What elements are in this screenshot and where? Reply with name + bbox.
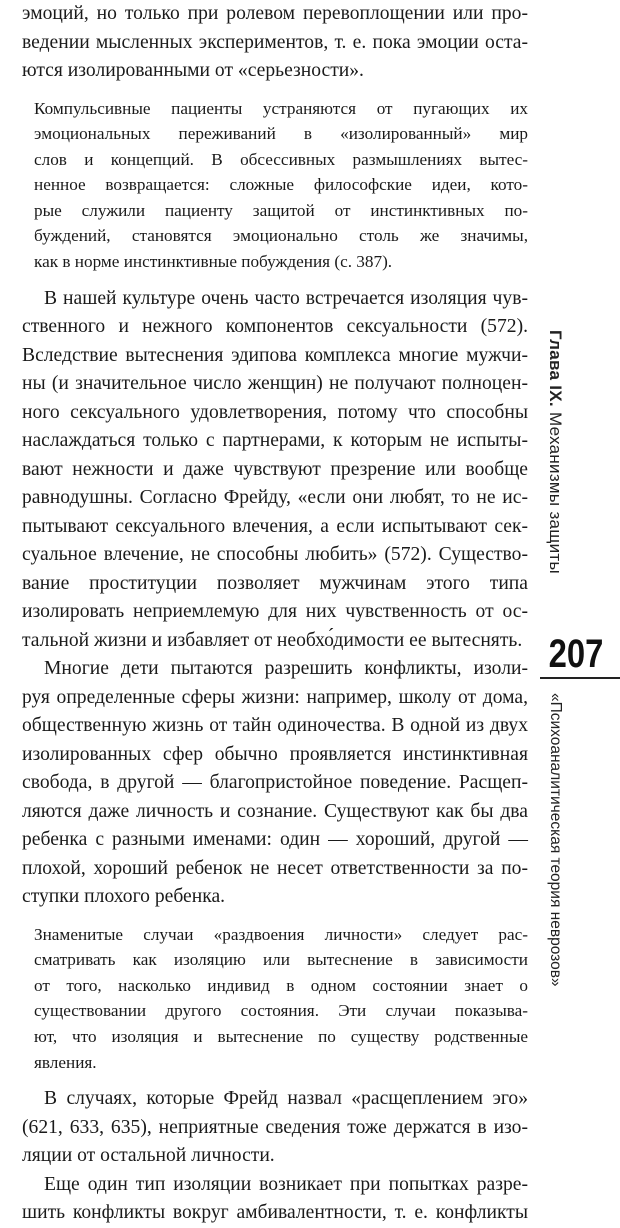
text-line: Еще один тип изоляции возникает при попытках разре-: [44, 1173, 528, 1195]
block-quote: [22, 96, 528, 275]
running-head-chapter: [545, 330, 565, 574]
text-line: ненное возвращается: сложные философские идеи, кото-: [34, 175, 528, 195]
text-line: явления.: [34, 1052, 97, 1072]
text-line: пытывают сексуального влечения, а если испытывают сек-: [22, 515, 528, 537]
text-line: (621, 633, 635), неприятные сведения тоже держатся в изо-: [22, 1116, 528, 1138]
text-line: наслаждаться только с партнерами, к которым не испыты-: [22, 430, 528, 452]
text-line: ного сексуального удовлетворения, потому что способны: [22, 401, 528, 423]
text-line: сматривать как изоляцию или вытеснение в зависимости: [34, 950, 528, 970]
text-line: ственного и нежного компонентов сексуальности (572).: [22, 316, 528, 338]
text-line: вание проституции позволяет мужчинам этого типа: [22, 572, 528, 594]
text-line: от того, насколько индивид в одном состоянии знает о: [34, 975, 528, 995]
text-line: изолировать неприемлемую для них чувственность от ос-: [22, 601, 528, 623]
text-line: вают нежности и даже чувствуют презрение или вообще: [22, 458, 528, 480]
text-line: ступки плохого ребенка.: [22, 886, 226, 908]
text-line: рые служили пациенту защитой от инстинктивных по-: [34, 200, 528, 220]
text-line: тальной жизни и избавляет от необхо́димости ее вытеснять.: [22, 629, 523, 651]
text-line: существовании другого состояния. Эти случаи показыва-: [34, 1001, 528, 1021]
paragraph: [22, 0, 528, 86]
text-line: В нашей культуре очень часто встречается изоляция чув-: [44, 287, 528, 309]
text-line: как в норме инстинктивные побуждения (с. 387).: [34, 252, 393, 272]
text-line: слов и концепций. В обсессивных размышлениях вытес-: [34, 149, 528, 169]
paragraph: [22, 655, 528, 912]
chapter-number: Глава IX.: [546, 330, 565, 407]
text-line: ляются даже личность и сознание. Существуют как бы два: [22, 800, 528, 822]
block-quote: [22, 922, 528, 1076]
page-number-rule: [540, 677, 620, 679]
running-foot-book-title: «Психоаналитическая теория неврозов»: [547, 693, 564, 987]
text-line: Вследствие вытеснения эдипова комплекса многие мужчи-: [22, 344, 528, 366]
text-line: эмоциональных переживаний в «изолированный» мир: [34, 124, 528, 144]
body-text: [22, 0, 528, 1228]
paragraph: [22, 285, 528, 656]
text-line: В случаях, которые Фрейд назвал «расщеплением эго»: [44, 1088, 528, 1110]
text-line: общественную жизнь от тайн одиночества. В одной из двух: [22, 715, 528, 737]
text-line: Многие дети пытаются разрешить конфликты, изоли-: [44, 658, 528, 680]
text-line: ны (и значительное число женщин) не получают полноцен-: [22, 373, 528, 395]
text-line: изолированных сфер обычно проявляется инстинктивная: [22, 743, 528, 765]
page-number: 207: [548, 632, 604, 676]
text-line: равнодушны. Согласно Фрейду, «если они любят, то не ис-: [22, 487, 528, 509]
text-line: ются изолированными от «серьезности».: [22, 60, 364, 81]
text-line: плохой, хороший ребенок не несет ответственности за по-: [22, 857, 528, 879]
paragraph: [22, 1085, 528, 1171]
text-line: суальное влечение, не способны любить» (572). Существо-: [22, 544, 528, 566]
text-line: руя определенные сферы жизни: например, школу от дома,: [22, 686, 528, 708]
text-line: шить конфликты вокруг амбивалентности, т. е. конфликты: [22, 1202, 528, 1224]
text-line: свобода, в другой — благопристойное поведение. Расщеп-: [22, 772, 528, 794]
text-line: ют, что изоляция и вытеснение по существу родственные: [34, 1027, 528, 1047]
text-line: Знаменитые случаи «раздвоения личности» следует рас-: [34, 924, 528, 944]
text-line: буждений, становятся эмоционально столь же значимы,: [34, 226, 528, 246]
paragraph: [22, 1171, 528, 1228]
text-line: ляции от остальной личности.: [22, 1145, 275, 1167]
text-line: ребенка с разными именами: один — хороший, другой —: [22, 829, 528, 851]
text-line: ведении мысленных экспериментов, т. е. пока эмоции оста-: [22, 31, 528, 53]
text-line: Компульсивные пациенты устраняются от пугающих их: [34, 98, 528, 118]
chapter-title: Механизмы защиты: [546, 406, 565, 575]
text-line: эмоций, но только при ролевом перевоплощении или про-: [22, 3, 528, 24]
